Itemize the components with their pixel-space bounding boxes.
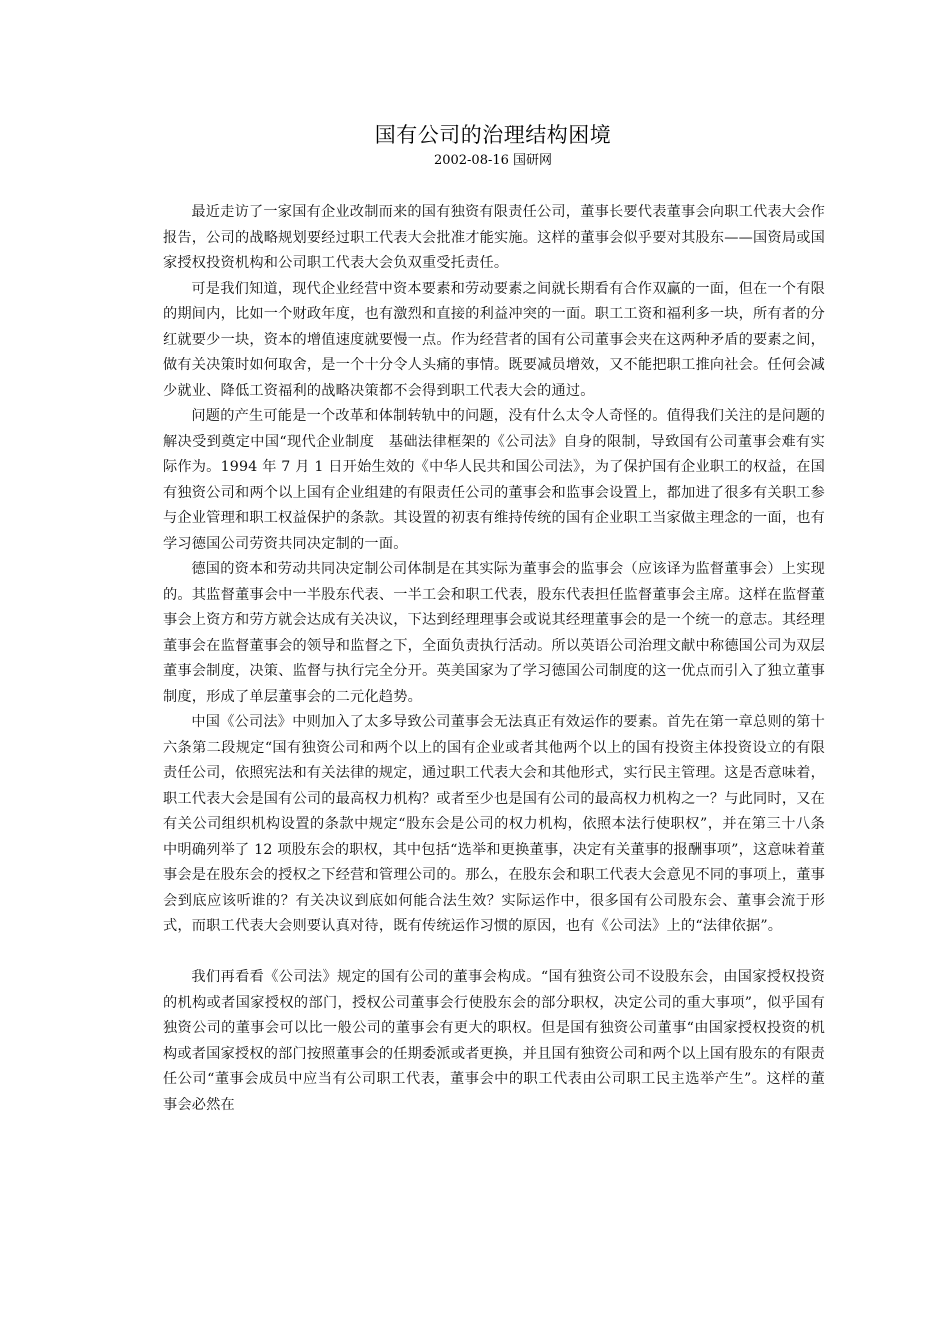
paragraph-2: 可是我们知道，现代企业经营中资本要素和劳动要素之间就长期看有合作双赢的一面，但在一个有限的期间内，比如一个财政年度，也有激烈和直接的利益冲突的一面。职工工资和福利多一块，所有者的分红就要少一块，资本的增值速度就要慢一点。作为经营者的国有公司董事会夹在这两种矛盾的要素之间，做有关决策时如何取舍，是一个十分令人头痛的事情。既要减员增效，又不能把职工推向社会。任何会减少就业、降低工资福利的战略决策都不会得到职工代表大会的通过。 xyxy=(163,280,825,399)
document-title: 国有公司的治理结构困境 xyxy=(374,123,612,147)
document-body xyxy=(163,200,825,1118)
paragraph-1: 最近走访了一家国有企业改制而来的国有独资有限责任公司，董事长要代表董事会向职工代表大会作报告，公司的战略规划要经过职工代表大会批准才能实施。这样的董事会似乎要对其股东——国资局或国家授权投资机构和公司职工代表大会负双重受托责任。 xyxy=(163,204,825,271)
paragraph-3: 问题的产生可能是一个改革和体制转轨中的问题，没有什么太令人奇怪的。值得我们关注的是问题的解决受到奠定中国“现代企业制度 基础法律框架的《公司法》自身的限制，导致国有公司董事会难有实际作为。1994 年 7 月 1 日开始生效的《中华人民共和国公司法》，为了保护国有企业职工的权益，在国有独资公司和两个以上国有企业组建的有限责任公司的董事会和监事会设置上，都加进了很多有关职工参与企业管理和职工权益保护的条款。其设置的初衷有维持传统的国有企业职工当家做主理念的一面，也有学习德国公司劳资共同决定制的一面。 xyxy=(163,408,825,552)
document-date-source: 2002-08-16 国研网 xyxy=(433,153,553,168)
paragraph-4: 德国的资本和劳动共同决定制公司体制是在其实际为董事会的监事会（应该译为监督董事会）上实现的。其监督董事会中一半股东代表、一半工会和职工代表，股东代表担任监督董事会主席。这样在监督董事会上资方和劳方就会达成有关决议，下达到经理理事会或说其经理董事会的是一个统一的意志。其经理董事会在监督董事会的领导和监督之下，全面负责执行活动。所以英语公司治理文献中称德国公司为双层董事会制度，决策、监督与执行完全分开。英美国家为了学习德国公司制度的这一优点而引入了独立董事制度，形成了单层董事会的二元化趋势。 xyxy=(163,561,825,705)
paragraph-6: 我们再看看《公司法》规定的国有公司的董事会构成。“国有独资公司不设股东会，由国家授权投资的机构或者国家授权的部门，授权公司董事会行使股东会的部分职权，决定公司的重大事项”，似乎国有独资公司的董事会可以比一般公司的董事会有更大的职权。但是国有独资公司董事“由国家授权投资的机构或者国家授权的部门按照董事会的任期委派或者更换，并且国有独资公司和两个以上国有股东的有限责任公司“董事会成员中应当有公司职工代表，董事会中的职工代表由公司职工民主选举产生”。这样的董事会必然在 xyxy=(163,969,825,1113)
paragraph-5: 中国《公司法》中则加入了太多导致公司董事会无法真正有效运作的要素。首先在第一章总则的第十六条第二段规定“国有独资公司和两个以上的国有企业或者其他两个以上的国有投资主体投资设立的有限责任公司，依照宪法和有关法律的规定，通过职工代表大会和其他形式，实行民主管理。这是否意味着，职工代表大会是国有公司的最高权力机构？或者至少也是国有公司的最高权力机构之一？与此同时，又在有关公司组织机构设置的条款中规定“股东会是公司的权力机构，依照本法行使职权”，并在第三十八条中明确列举了 12 项股东会的职权，其中包括“选举和更换董事，决定有关董事的报酬事项”，这意味着董事会是在股东会的授权之下经营和管理公司的。那么，在股东会和职工代表大会意见不同的事项上，董事会到底应该听谁的？有关决议到底如何能合法生效？实际运作中，很多国有公司股东会、董事会流于形式，而职工代表大会则要认真对待，既有传统运作习惯的原因，也有《公司法》上的“法律依据”。 xyxy=(163,714,825,934)
